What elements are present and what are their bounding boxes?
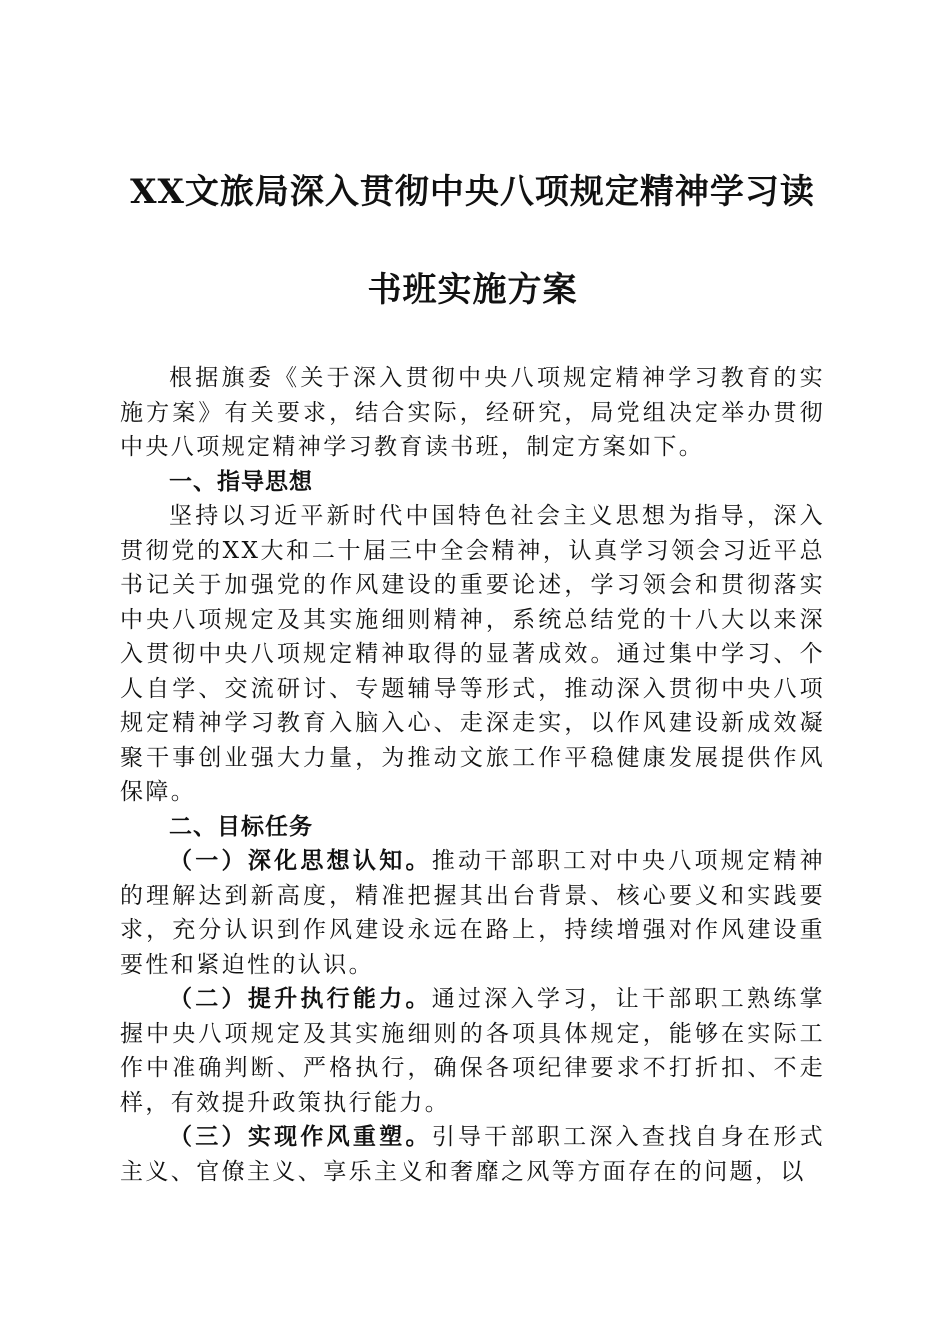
section-2-heading: 二、目标任务 bbox=[169, 813, 313, 840]
item-1-text: 推动干部职工对中央八项规定精神的理解达到新高度，精准把握其出台背景、核心要义和实践要求，充分认识到作风建设永远在路上，持续增强对作风建设重要性和紧迫性的认识。 bbox=[120, 848, 825, 978]
section-1-paragraph: 坚持以习近平新时代中国特色社会主义思想为指导，深入贯彻党的XX大和二十届三中全会精神，认真学习领会习近平总书记关于加强党的作风建设的重要论述，学习领会和贯彻落实中央八项规定及其实施细则精神，系统总结党的十八大以来深入贯彻中央八项规定精神取得的显著成效。通过集中学习、个人自学、交流研讨、专题辅导等形式，推动深入贯彻中央八项规定精神学习教育入脑入心、走深走实，以作风建设新成效凝聚干事创业强大力量，为推动文旅工作平稳健康发展提供作风保障。 bbox=[120, 503, 825, 805]
item-1-lead: （一）深化思想认知。 bbox=[169, 847, 432, 874]
item-3-text: 引导干部职工深入查找自身在形式主义、官僚主义、享乐主义和奢靡之风等方面存在的问题，以 bbox=[120, 1124, 825, 1185]
document-body bbox=[120, 361, 825, 1189]
item-2-lead: （二）提升执行能力。 bbox=[169, 985, 432, 1012]
section-1-heading: 一、指导思想 bbox=[169, 468, 313, 495]
document-title-line-1: XX文旅局深入贯彻中央八项规定精神学习读 bbox=[130, 172, 815, 212]
item-2-text: 通过深入学习，让干部职工熟练掌握中央八项规定及其实施细则的各项具体规定，能够在实际工作中准确判断、严格执行，确保各项纪律要求不打折扣、不走样，有效提升政策执行能力。 bbox=[120, 986, 825, 1116]
intro-paragraph: 根据旗委《关于深入贯彻中央八项规定精神学习教育的实施方案》有关要求，结合实际，经研究，局党组决定举办贯彻中央八项规定精神学习教育读书班，制定方案如下。 bbox=[120, 365, 825, 460]
item-1-paragraph bbox=[120, 844, 825, 982]
item-3-lead: （三）实现作风重塑。 bbox=[169, 1123, 432, 1150]
item-3-paragraph bbox=[120, 1120, 825, 1189]
document-title-line-2: 书班实施方案 bbox=[367, 270, 578, 310]
item-2-paragraph bbox=[120, 982, 825, 1120]
